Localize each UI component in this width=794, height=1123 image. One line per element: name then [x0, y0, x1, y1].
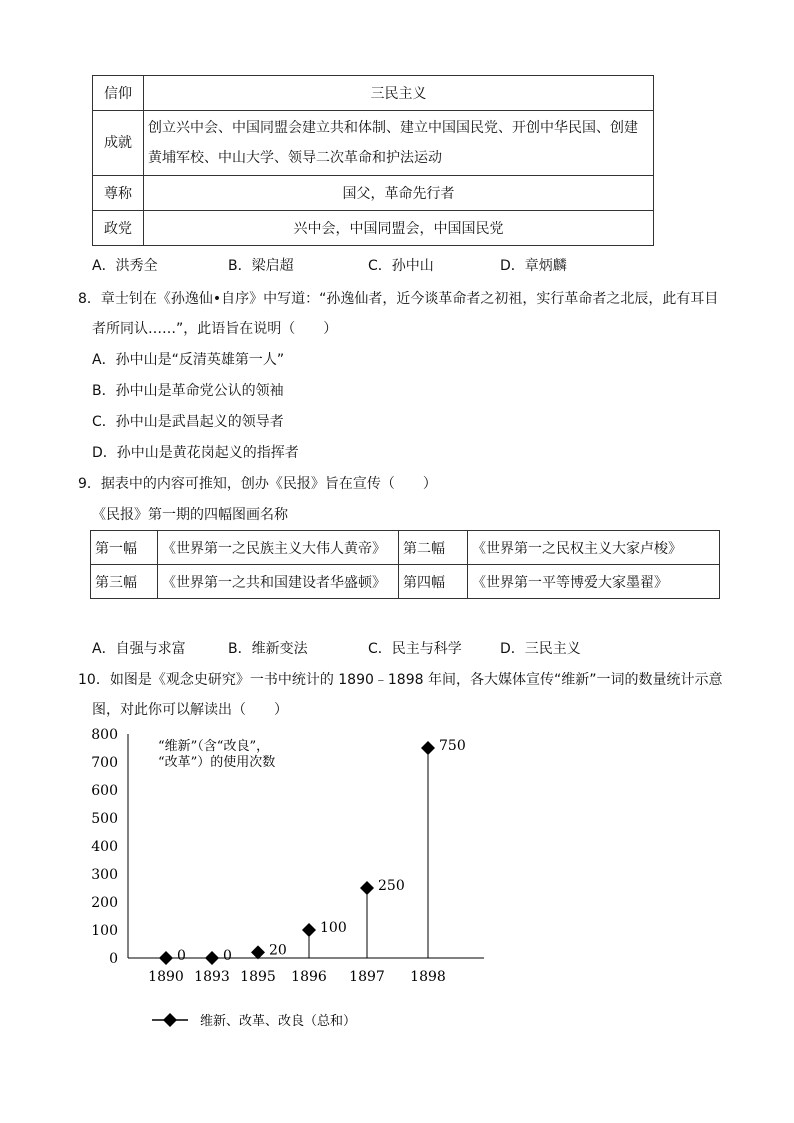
data-label: 250	[378, 878, 405, 894]
q7-option-d[interactable]: D．章炳麟	[500, 258, 567, 274]
data-point	[360, 881, 374, 895]
q9-option-a[interactable]: A．自强与求富	[92, 641, 186, 657]
x-axis-ticks	[148, 969, 446, 985]
table-row	[93, 176, 654, 211]
y-tick-label: 500	[91, 811, 118, 827]
y-tick-label: 200	[91, 895, 118, 911]
data-point	[205, 951, 219, 965]
q10-stem-line1: 10．如图是《观念史研究》一书中统计的 1890﹣1898 年间，各大媒体宣传“维新”一词的数量统计示意	[78, 672, 723, 688]
table-row	[93, 111, 654, 176]
table-cell: 第四幅	[399, 565, 468, 599]
y-axis-ticks	[91, 727, 118, 967]
y-tick-label: 600	[91, 783, 118, 799]
data-point	[421, 741, 435, 755]
legend-label: 维新、改革、改良（总和）	[200, 1014, 357, 1029]
data-point	[251, 945, 265, 959]
q10-stem-line2: 图，对此你可以解读出（ ）	[92, 702, 288, 718]
data-point	[159, 951, 173, 965]
chart-annotation-line1: “维新”（含“改良”，	[158, 739, 270, 754]
q9-option-b[interactable]: B．维新变法	[228, 641, 308, 657]
y-tick-label: 300	[91, 867, 118, 883]
q8-option-d[interactable]: D．孙中山是黄花岗起义的指挥者	[92, 445, 299, 461]
info-table	[92, 75, 654, 246]
weixin-usage-chart	[0, 720, 794, 1040]
q8-stem-line2: 者所同认……”，此语旨在说明（ ）	[92, 321, 338, 337]
row-header: 政党	[93, 211, 144, 246]
table-cell: 第三幅	[91, 565, 158, 599]
x-tick-label: 1896	[291, 969, 327, 985]
data-point	[302, 923, 316, 937]
x-tick-label: 1897	[349, 969, 385, 985]
y-tick-label: 700	[91, 755, 118, 771]
row-content: 国父，革命先行者	[144, 176, 654, 211]
q7-option-a[interactable]: A．洪秀全	[92, 258, 158, 274]
x-tick-label: 1898	[410, 969, 446, 985]
table-cell: 《世界第一之民权主义大家卢梭》	[468, 531, 720, 565]
data-label: 20	[269, 942, 287, 959]
y-tick-label: 400	[91, 839, 118, 855]
table-cell: 第二幅	[399, 531, 468, 565]
data-label: 0	[177, 948, 186, 964]
table-row	[93, 211, 654, 246]
q9-stem: 9．据表中的内容可推知，创办《民报》旨在宣传（ ）	[78, 476, 437, 492]
minbao-table	[90, 530, 720, 599]
table-row	[91, 531, 720, 565]
data-label: 750	[439, 738, 466, 754]
q9-option-c[interactable]: C．民主与科学	[368, 641, 462, 657]
q8-option-c[interactable]: C．孙中山是武昌起义的领导者	[92, 414, 284, 430]
q8-option-b[interactable]: B．孙中山是革命党公认的领袖	[92, 383, 284, 399]
q8-stem-line1: 8．章士钊在《孙逸仙•自序》中写道：“孙逸仙者，近今谈革命者之初祖，实行革命者之北辰，此有耳目	[78, 291, 719, 307]
series-marks	[159, 738, 466, 965]
table-cell: 《世界第一之民族主义大伟人黄帝》	[158, 531, 399, 565]
row-header: 信仰	[93, 76, 144, 111]
row-header: 尊称	[93, 176, 144, 211]
legend-diamond-icon	[163, 1013, 177, 1027]
chart-legend	[152, 1013, 356, 1029]
table-row	[93, 76, 654, 111]
row-content: 三民主义	[144, 76, 654, 111]
q9-option-d[interactable]: D．三民主义	[500, 641, 581, 657]
q9-table-caption: 《民报》第一期的四幅图画名称	[92, 507, 288, 523]
row-content: 兴中会，中国同盟会，中国国民党	[144, 211, 654, 246]
table-row	[91, 565, 720, 599]
table-cell: 第一幅	[91, 531, 158, 565]
row-content: 创立兴中会、中国同盟会建立共和体制、建立中国国民党、开创中华民国、创建黄埔军校、中山大学、领导二次革命和护法运动	[144, 111, 654, 176]
row-header: 成就	[93, 111, 144, 176]
y-tick-label: 100	[91, 923, 118, 939]
x-tick-label: 1890	[148, 969, 184, 985]
x-tick-label: 1895	[240, 969, 276, 985]
x-tick-label: 1893	[194, 969, 230, 985]
y-tick-label: 0	[109, 951, 118, 967]
q7-option-b[interactable]: B．梁启超	[228, 258, 294, 274]
table-cell: 《世界第一平等博爱大家墨翟》	[468, 565, 720, 599]
y-tick-label: 800	[91, 727, 118, 743]
data-label: 0	[223, 948, 232, 964]
q7-option-c[interactable]: C．孙中山	[368, 258, 434, 274]
table-cell: 《世界第一之共和国建设者华盛顿》	[158, 565, 399, 599]
chart-annotation-line2: “改革”）的使用次数	[158, 755, 276, 770]
data-label: 100	[320, 920, 347, 936]
q8-option-a[interactable]: A．孙中山是“反清英雄第一人”	[92, 352, 285, 368]
